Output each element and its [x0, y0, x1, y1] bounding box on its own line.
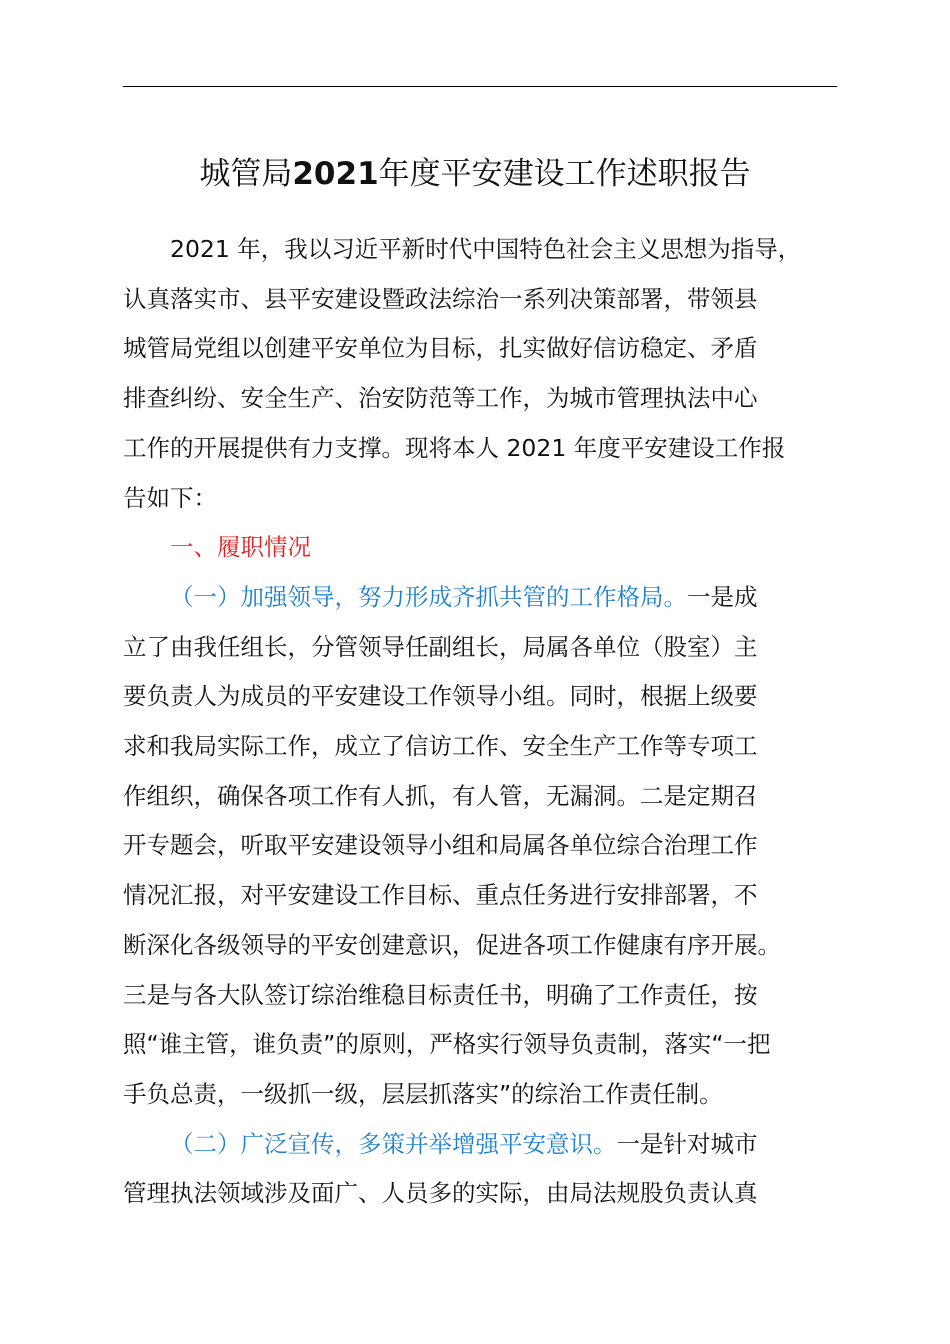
- intro-line: 告如下：: [123, 483, 217, 512]
- sub1-line: 三是与各大队签订综治维稳目标责任书，明确了工作责任，按: [123, 980, 758, 1009]
- sub1-line: 断深化各级领导的平安创建意识，促进各项工作健康有序开展。: [123, 930, 781, 959]
- document-body: [123, 225, 837, 1219]
- sub1-line: 一是成: [687, 582, 758, 611]
- sub1-line: 立了由我任组长，分管领导任副组长，局属各单位（股室）主: [123, 632, 758, 661]
- intro-line: 2021 年，我以习近平新时代中国特色社会主义思想为指导，: [170, 235, 802, 263]
- sub1-line: 情况汇报，对平安建设工作目标、重点任务进行安排部署，不: [123, 881, 758, 910]
- intro-line: 排查纠纷、安全生产、治安防范等工作，为城市管理执法中心: [123, 384, 758, 413]
- document-title: [0, 150, 950, 198]
- sub2-heading: （二）广泛宣传，多策并举增强平安意识。: [170, 1129, 617, 1158]
- sub2-paragraph: [123, 1120, 837, 1219]
- sub1-line: 作组织，确保各项工作有人抓，有人管，无漏洞。二是定期召: [123, 781, 758, 810]
- sub1-paragraph: [123, 573, 837, 1120]
- title-year: 2021: [292, 156, 379, 192]
- intro-line: 认真落实市、县平安建设暨政法综治一系列决策部署，带领县: [123, 284, 758, 313]
- sub2-line: 管理执法领域涉及面广、人员多的实际，由局法规股负责认真: [123, 1179, 758, 1208]
- sub1-line: 开专题会，听取平安建设领导小组和局属各单位综合治理工作: [123, 831, 758, 860]
- sub1-first-line: [123, 573, 837, 623]
- section-heading: [123, 523, 837, 573]
- sub2-first-line: [123, 1120, 837, 1170]
- title-prefix: 城管局: [199, 156, 293, 192]
- title-suffix: 年度平安建设工作述职报告: [378, 156, 751, 192]
- sub1-line: 要负责人为成员的平安建设工作领导小组。同时，根据上级要: [123, 682, 758, 711]
- header-rule: [123, 86, 837, 87]
- intro-line: 城管局党组以创建平安单位为目标，扎实做好信访稳定、矛盾: [123, 334, 758, 363]
- sub2-line: 一是针对城市: [616, 1129, 758, 1158]
- sub1-line: 照“谁主管，谁负责”的原则，严格实行领导负责制，落实“一把: [123, 1030, 771, 1059]
- intro-paragraph: [123, 225, 837, 523]
- sub1-line: 求和我局实际工作，成立了信访工作、安全生产工作等专项工: [123, 732, 758, 761]
- sub1-heading: （一）加强领导，努力形成齐抓共管的工作格局。: [170, 582, 687, 611]
- sub1-line: 手负总责，一级抓一级，层层抓落实”的综治工作责任制。: [123, 1079, 723, 1108]
- intro-line: 工作的开展提供有力支撑。现将本人 2021 年度平安建设工作报: [123, 433, 786, 462]
- section1-heading: 一、履职情况: [170, 533, 311, 562]
